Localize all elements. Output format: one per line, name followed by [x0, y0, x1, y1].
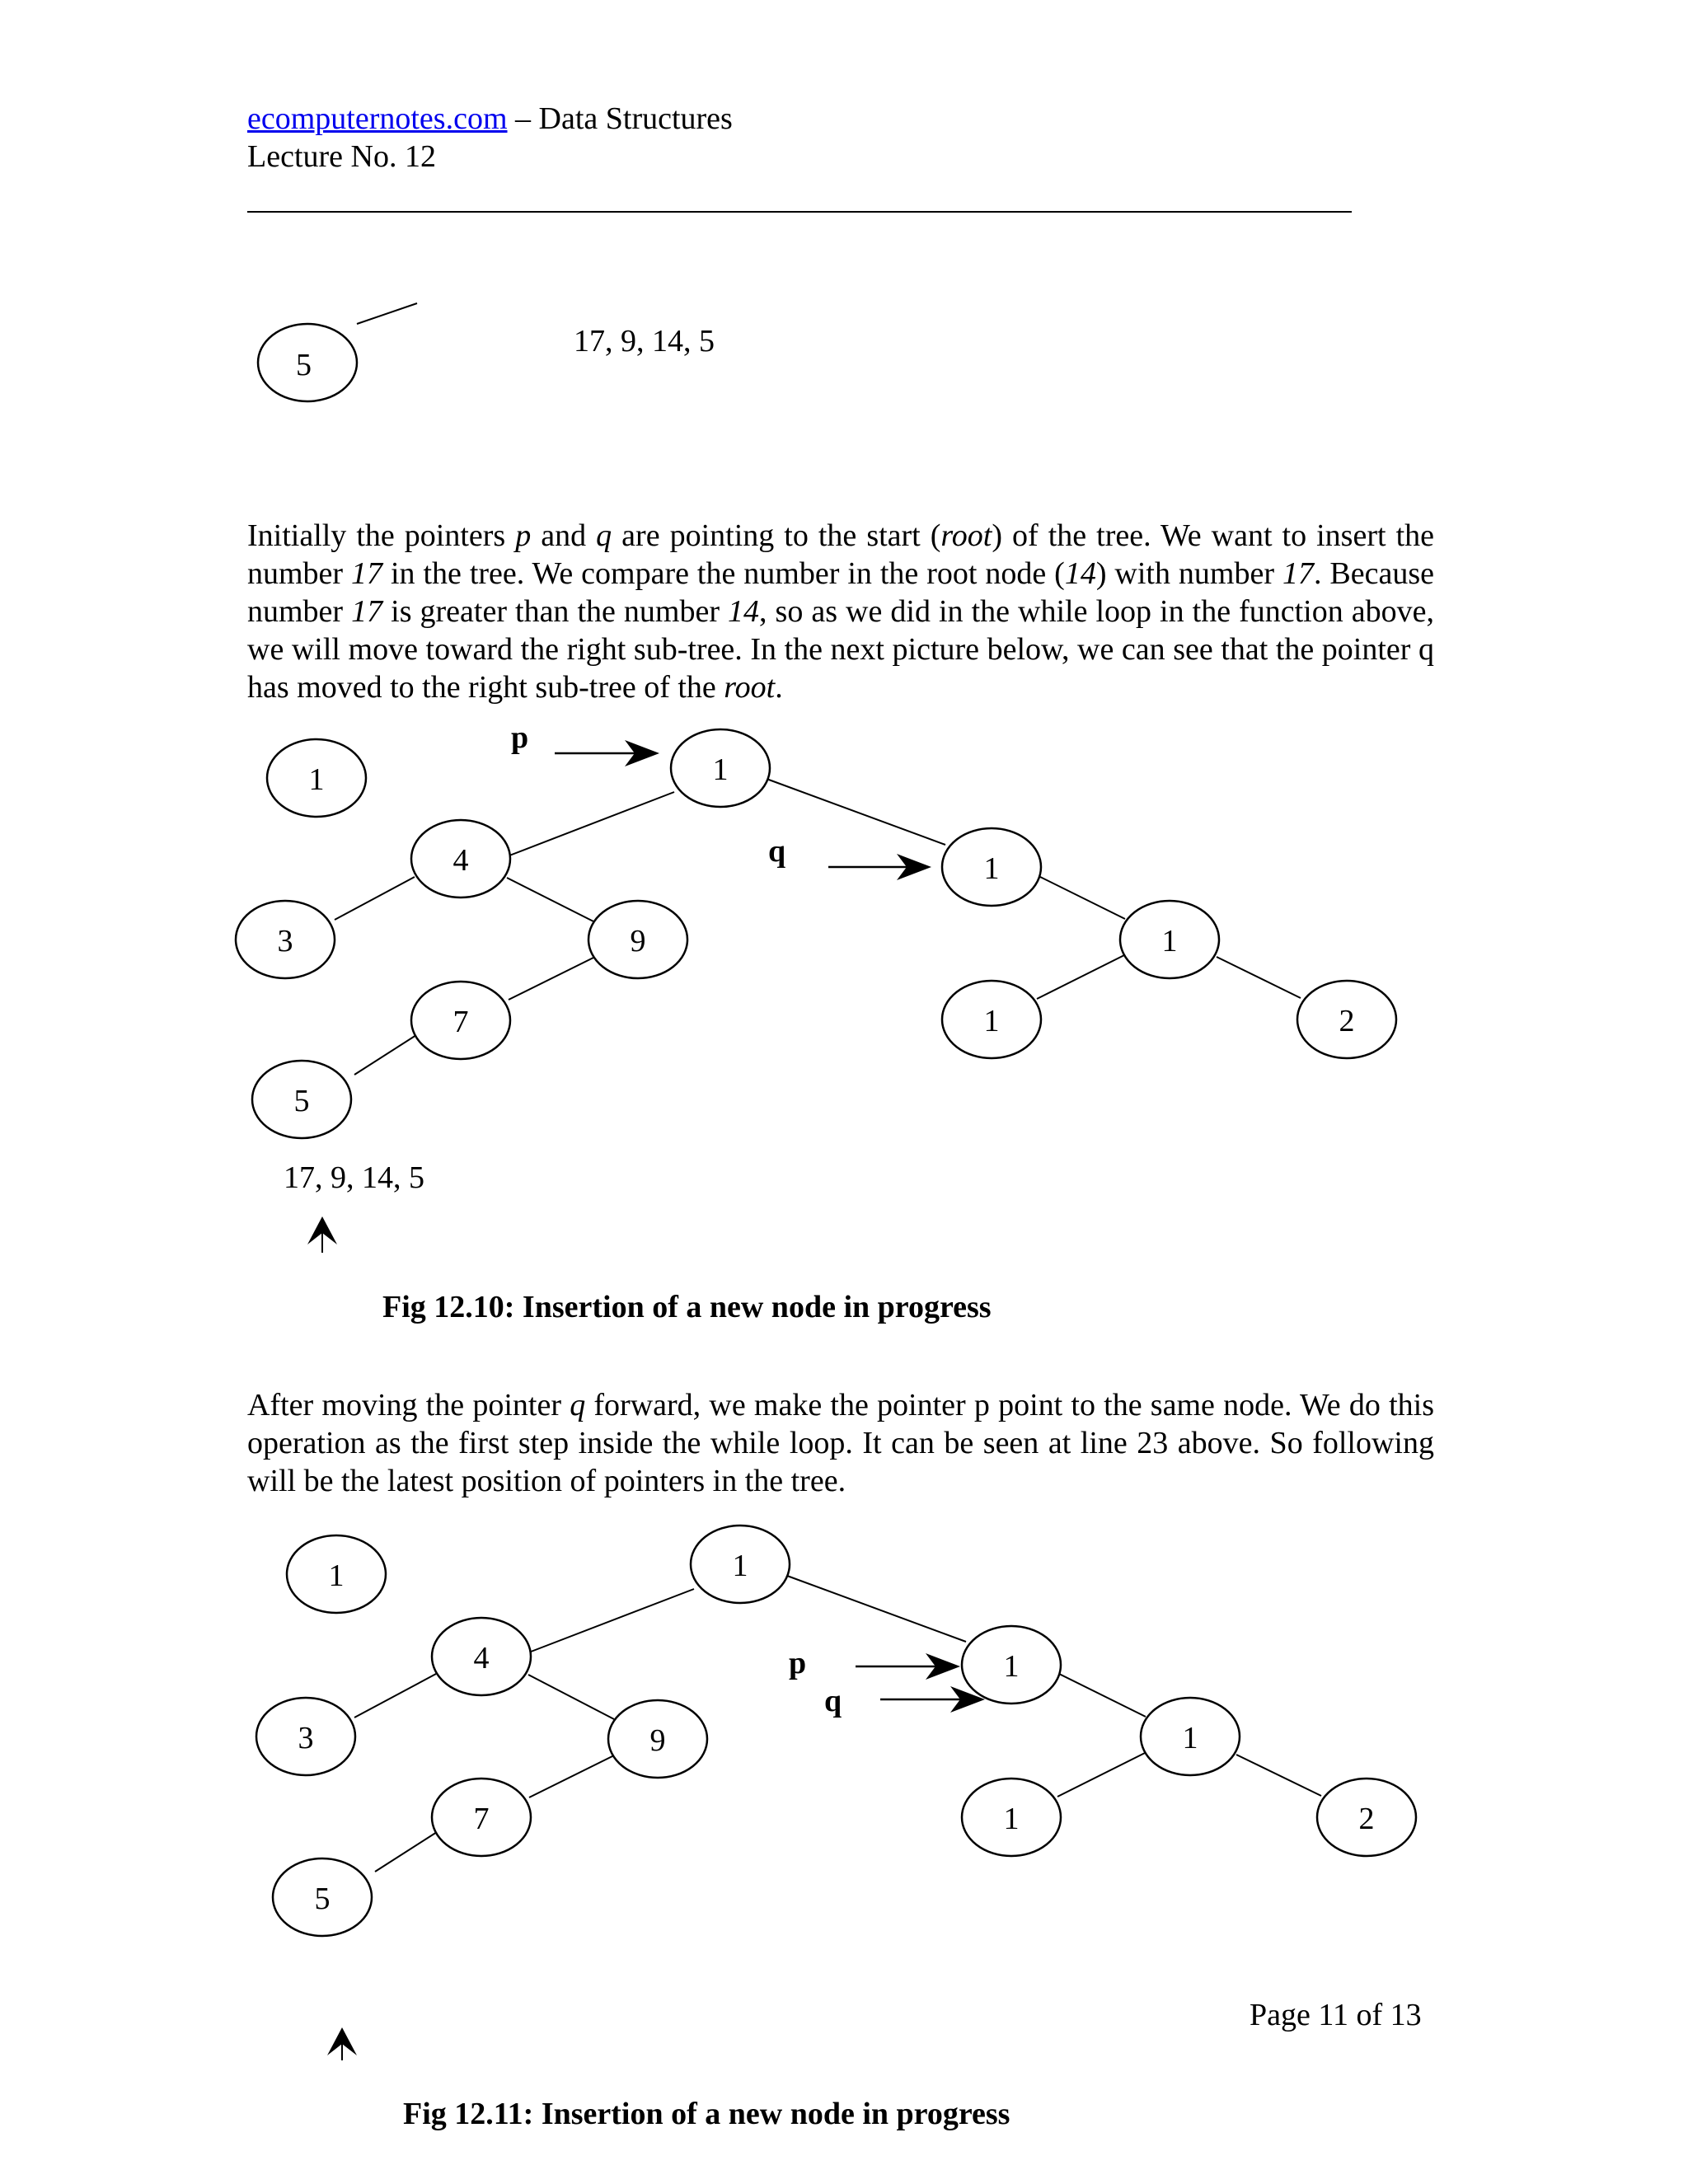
tree-node-label: 3 [298, 1721, 314, 1755]
tree-node [432, 1618, 531, 1695]
tree-node-label: 2 [1339, 1004, 1355, 1038]
pointer-p-label: p [789, 1646, 807, 1680]
figure-caption: Fig 12.10: Insertion of a new node in progress [382, 1290, 992, 1324]
tree-node [962, 1626, 1061, 1704]
tree-node-label: 9 [649, 1723, 666, 1758]
tree-node-label: 1 [983, 1004, 1000, 1038]
tree-node [287, 1535, 386, 1613]
emphasis-text: p [515, 518, 532, 553]
tree-node-label: 9 [630, 924, 646, 958]
emphasis-text: 14 [728, 594, 760, 629]
lecture-number: Lecture No. 12 [247, 139, 436, 174]
emphasis-text: root [940, 518, 992, 553]
pointer-q-label: q [824, 1684, 842, 1718]
tree-node [608, 1700, 707, 1778]
tree-node-label: 1 [1003, 1802, 1020, 1836]
tree-node-label: 1 [1161, 924, 1178, 958]
emphasis-text: q [596, 518, 612, 553]
tree-node [273, 1858, 372, 1936]
tree-node-label: 5 [293, 1084, 310, 1118]
text-run: ) of the tree. We want to insert the number [247, 518, 1435, 591]
pointer-p-label: p [511, 720, 529, 755]
text-run: Initially the pointers [247, 518, 516, 553]
tree-node [1141, 1698, 1240, 1775]
emphasis-text: q [570, 1388, 586, 1422]
site-link[interactable]: ecomputernotes.com [247, 101, 508, 136]
tree-node-label: 3 [277, 924, 293, 958]
tree-node-label: 7 [452, 1005, 469, 1039]
text-run: forward, we make the pointer p point to the same node. We do this operation as the first step inside the while loop. It can be seen at line 23 above. So following will be the latest position of pointers in the tree. [247, 1388, 1434, 1498]
tree-node [1317, 1779, 1416, 1856]
pointer-q-label: q [768, 834, 786, 869]
emphasis-text: 17 [351, 556, 383, 591]
tree-node-label: 4 [452, 843, 469, 878]
tree-node [691, 1526, 790, 1603]
pointer-q-arrow [880, 1686, 985, 1713]
emphasis-text: root [724, 670, 776, 705]
tree-node [256, 1698, 355, 1775]
tree-node [962, 1779, 1061, 1856]
tree-node-label: 7 [473, 1802, 490, 1836]
text-run: are pointing to the start ( [612, 518, 941, 553]
header-subject: – Data Structures [507, 101, 733, 136]
emphasis-text: 17 [1282, 556, 1314, 591]
tree-node-label: 5 [314, 1882, 331, 1916]
tree-node-label: 1 [712, 752, 729, 787]
tree-node-label: 1 [308, 762, 325, 797]
text-run: and [531, 518, 597, 553]
text-run: After moving the pointer [247, 1388, 570, 1422]
text-run: , so as we did in the while loop in the function above, we will move toward the right sub-tree. In the next picture below, we can see that the pointer q has moved to the right sub-tree of the [247, 594, 1434, 705]
pointer-p-arrow [856, 1653, 960, 1680]
insert-sequence: 17, 9, 14, 5 [574, 324, 715, 359]
text-run: in the tree. We compare the number in the root node ( [382, 556, 1065, 591]
tree-node-label: 1 [1003, 1649, 1020, 1684]
text-run: . [775, 670, 783, 705]
tree-node-label: 1 [1182, 1721, 1198, 1755]
figure-caption: Fig 12.11: Insertion of a new node in progress [403, 2097, 1010, 2131]
page-number: Page 11 of 13 [1250, 1998, 1422, 2032]
tree-node-label: 1 [732, 1549, 748, 1583]
emphasis-text: 14 [1064, 556, 1096, 591]
tree-node [432, 1779, 531, 1856]
emphasis-text: 17 [351, 594, 383, 629]
tree-node-label: 1 [983, 851, 1000, 886]
text-run: ) with number [1095, 556, 1282, 591]
tree-node-label: 4 [473, 1641, 490, 1675]
insert-position-arrow [327, 2027, 357, 2060]
text-run: . Because number [247, 556, 1434, 629]
tree-node-label: 5 [296, 348, 312, 382]
tree-node-label: 2 [1358, 1802, 1375, 1836]
tree-node-label: 1 [328, 1558, 345, 1593]
text-run: is greater than the number [382, 594, 729, 629]
insert-sequence: 17, 9, 14, 5 [284, 1160, 424, 1195]
